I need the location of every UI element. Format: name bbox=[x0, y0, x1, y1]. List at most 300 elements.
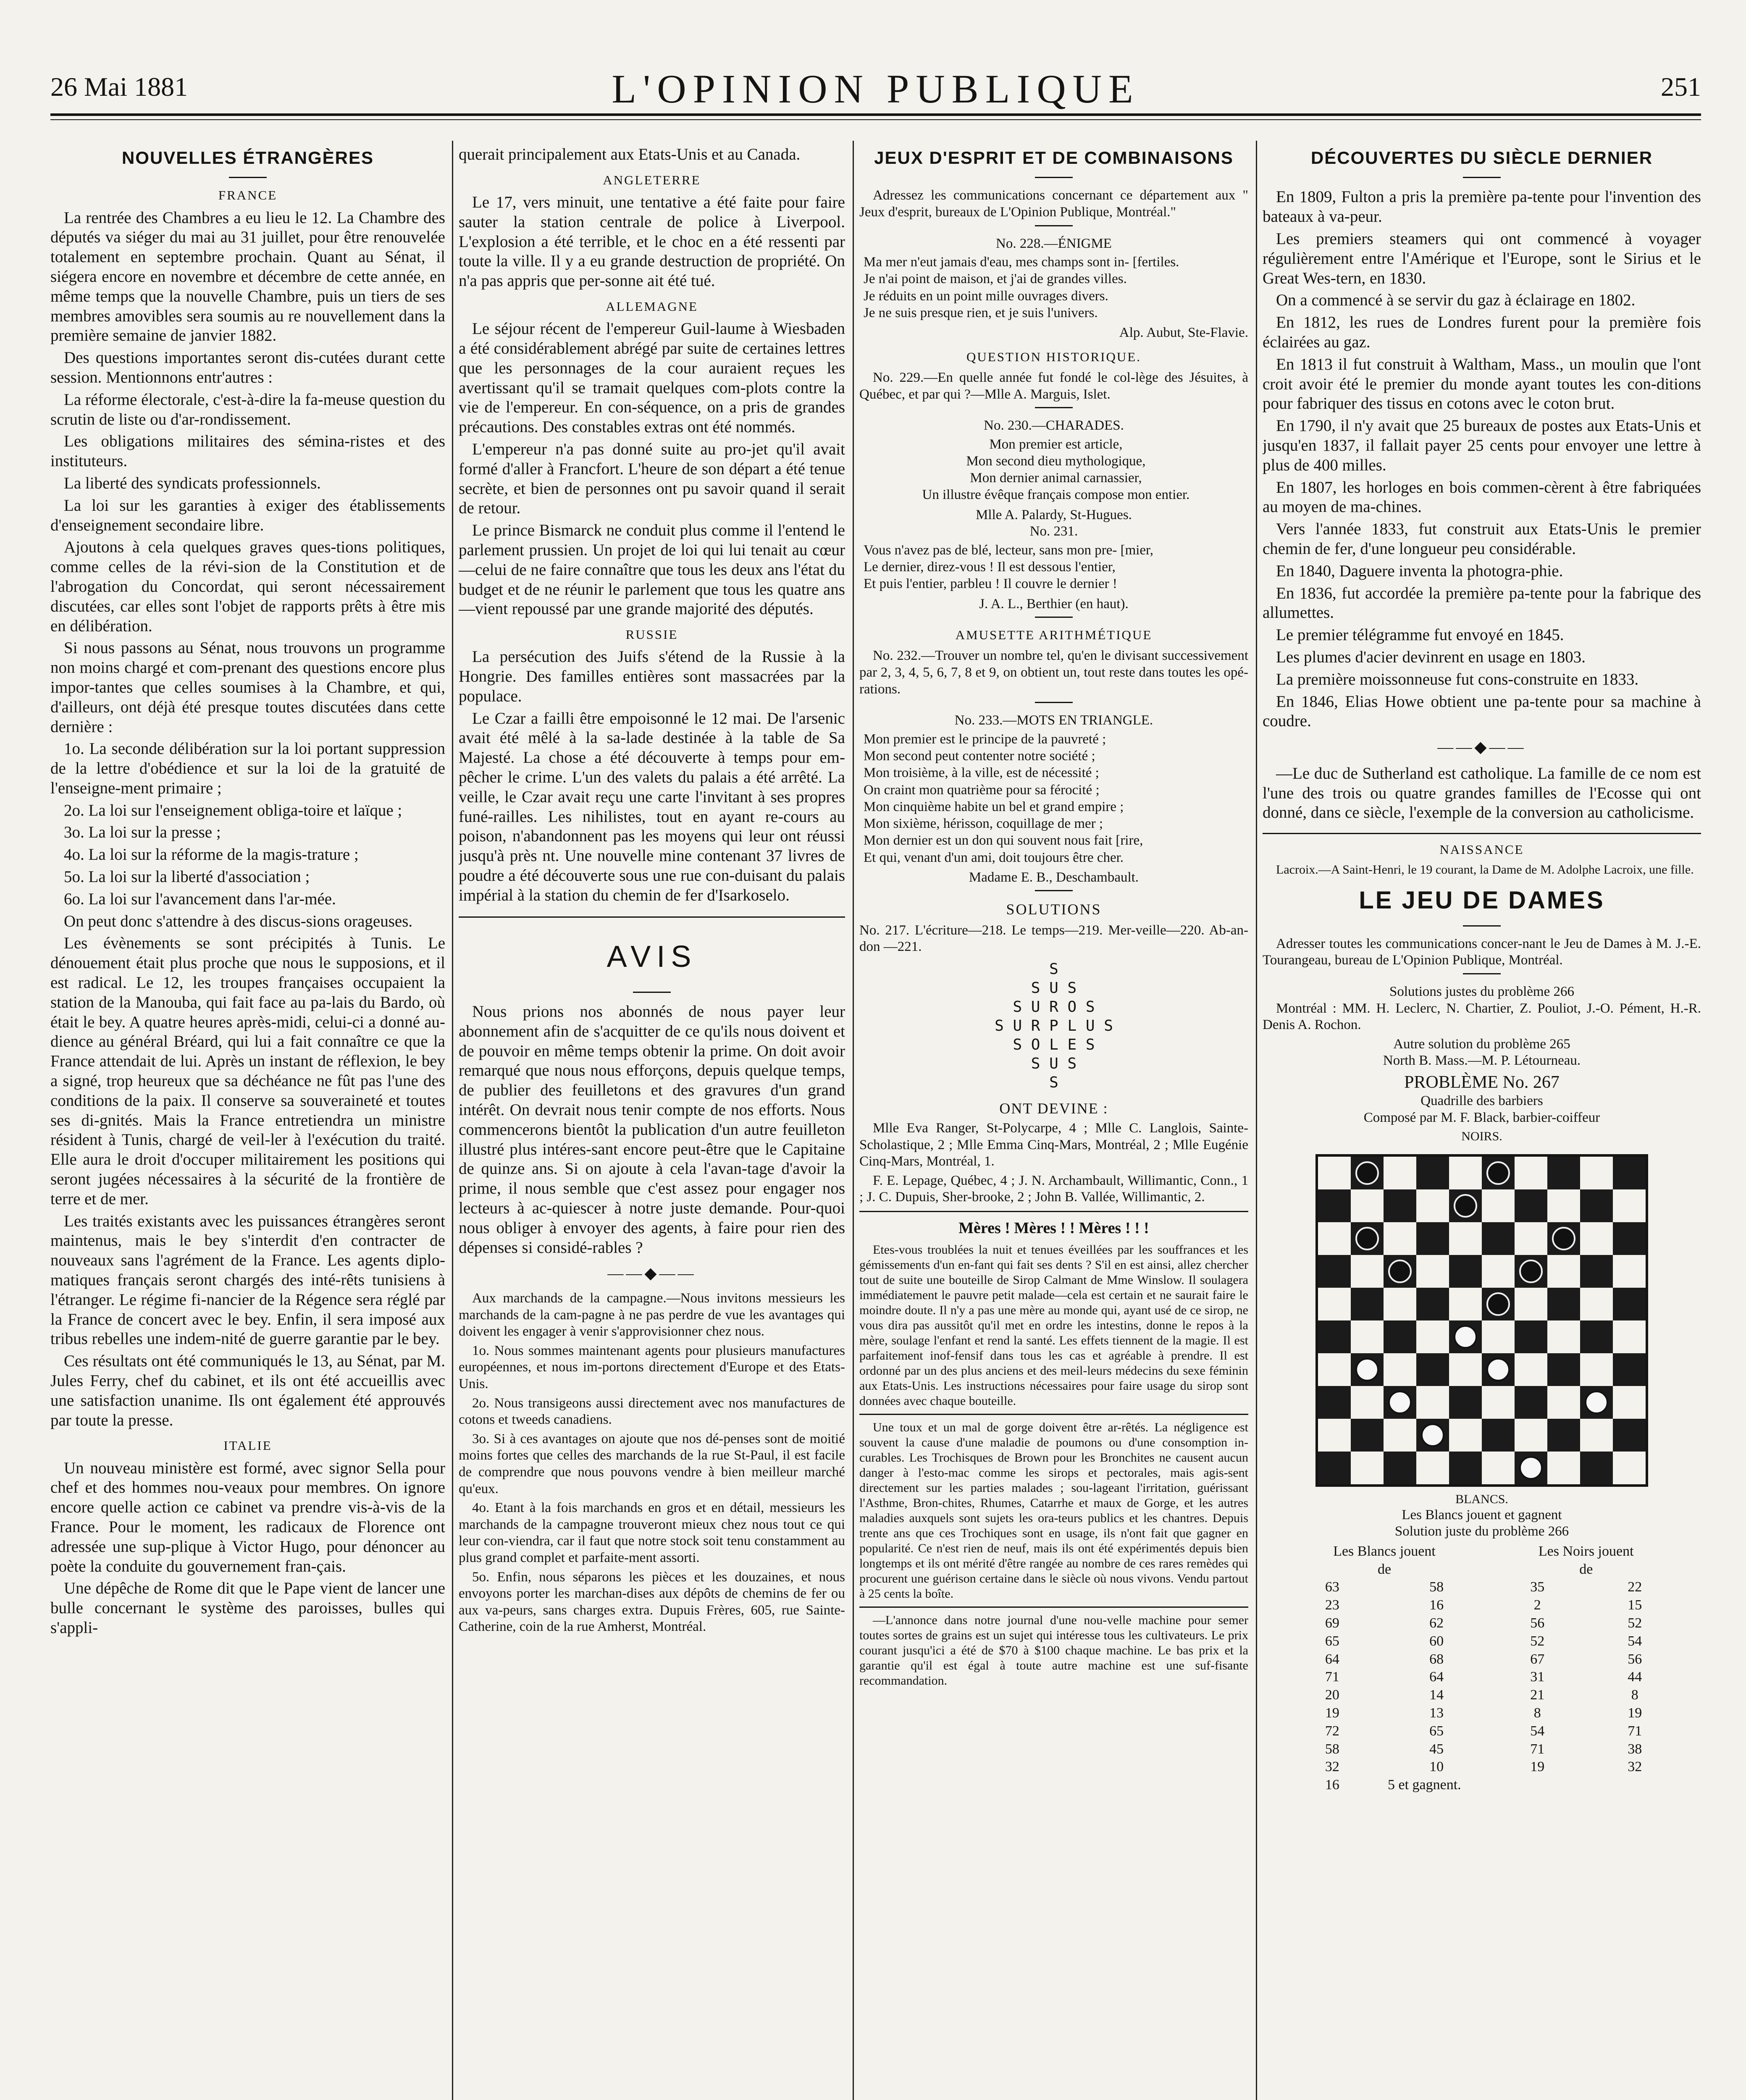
move-cell: 8 bbox=[1631, 1687, 1638, 1703]
board-square bbox=[1482, 1452, 1515, 1484]
board-square bbox=[1580, 1189, 1613, 1222]
triangle-verse bbox=[864, 731, 1248, 866]
paragraph: En 1813 il fut construit à Waltham, Mass., un moulin que l'ont croit avoir été le premier du monde ayant toutes les con-ditions pour fabriquer des tissus en cotons avec le coton brut. bbox=[1263, 355, 1701, 413]
column-header: Les Blancs jouent bbox=[1333, 1543, 1436, 1559]
board-square bbox=[1613, 1157, 1646, 1189]
paragraph: Nous prions nos abonnés de nous payer leur abonnement afin de s'acquitter de ce qu'ils nous doivent et de pouvoir en même temps obtenir la prime. On doit avoir remarqué que nous nous efforçons, depuis quelque temps, de publier des feuilletons et des gravures d'un grand intérêt. On devrait nous tenir compte de nos efforts. Nous commencerons bientôt la publication d'un autre feuilleton illustré plus intéres-sant encore peut-être que le Capitaine de quinze ans. Si on ajoute à cela l'avan-tage d'avoir la prime, il nous semble que c'est assez pour engager nos lecteurs à ac-quiescer à notre juste demande. Pour-quoi nous obliger à envoyer des agents, à faire pour rien des dépenses si considé-rables ? bbox=[459, 1003, 845, 1257]
board-square bbox=[1482, 1157, 1515, 1189]
verse-line: Mon premier est article, bbox=[989, 436, 1123, 452]
separator bbox=[1035, 407, 1073, 408]
column-divider bbox=[452, 141, 453, 2100]
verse-line: Je ne suis presque rien, et je suis l'univers. bbox=[864, 305, 1098, 320]
move-cell: 44 bbox=[1628, 1669, 1642, 1685]
paragraph: 3o. La loi sur la presse ; bbox=[64, 823, 221, 842]
move-cell: 64 bbox=[1325, 1651, 1339, 1667]
paragraph: 1o. La seconde délibération sur la loi portant suppression de la lettre d'obédience et sur la loi de la gratuité de l'enseigne-ment primaire ; bbox=[50, 740, 445, 797]
verse-line: Ma mer n'eut jamais d'eau, mes champs sont in- [fertiles. bbox=[864, 255, 1179, 270]
subsection-label: AMUSETTE ARITHMÉTIQUE bbox=[955, 627, 1153, 643]
move-cell: 32 bbox=[1628, 1759, 1642, 1775]
board-square bbox=[1580, 1353, 1613, 1386]
board-square bbox=[1482, 1189, 1515, 1222]
solutions-label: Solution juste du problème 266 bbox=[1394, 1524, 1569, 1539]
puzzle-author: Alp. Aubut, Ste-Flavie. bbox=[1119, 325, 1248, 341]
board-square bbox=[1449, 1157, 1482, 1189]
verse-line: Mon troisième, à la ville, est de nécessité ; bbox=[864, 765, 1099, 781]
paragraph: 5o. La loi sur la liberté d'association ; bbox=[64, 868, 310, 886]
board-square bbox=[1482, 1353, 1515, 1386]
paragraph: On a commencé à se servir du gaz à éclairage en 1802. bbox=[1276, 291, 1636, 310]
board-square bbox=[1449, 1452, 1482, 1484]
paragraph: La persécution des Juifs s'étend de la Russie à la Hongrie. Des familles entières sont massacrées par la populace. bbox=[459, 648, 845, 705]
move-cell: 71 bbox=[1628, 1723, 1642, 1739]
ad-title: Mères ! Mères ! ! Mères ! ! ! bbox=[958, 1219, 1149, 1237]
board-square bbox=[1318, 1222, 1351, 1255]
paragraph: Etes-vous troublées la nuit et tenues éveillées par les souffrances et les gémissements d'un en-fant qui fait ses dents ? S'il en est ainsi, allez chercher tout de suite une bouteille de Sirop Calmant de Mme Winslow. Il soulagera immédiatement le pauvre petit malade—cela est certain et ne saurait faire le moindre doute. Il n'y a pas une mère au monde qui, ayant usé de ce sirop, ne vous dira pas aussitôt qu'il met en ordre les intestins, donne le repos à la mère, soulage l'enfant et rend la santé. Les effets tiennent de la magie. Il est parfaitement inof-fensif dans tous les cas et agréable à prendre. Il est ordonné par un des plus anciens et des meil-leurs médecins du sexe féminin aux Etats-Unis. Les instructions nécessaires pour faire usage du sirop sont données avec chaque bouteille. bbox=[859, 1242, 1248, 1408]
verse-line: Le dernier, direz-vous ! Il est dessous l'entier, bbox=[864, 559, 1116, 575]
subsection-label: RUSSIE bbox=[625, 627, 678, 642]
move-cell: 54 bbox=[1628, 1633, 1642, 1649]
move-cell: 60 bbox=[1429, 1633, 1444, 1649]
paragraph: Si nous passons au Sénat, nous trouvons un programme non moins chargé et com-prenant des questions encore plus impor-tantes que celles soumises à la Chambre, et qui, d'ailleurs, ont déjà été presque toutes discutées dans cette dernière : bbox=[50, 639, 445, 736]
board-square bbox=[1351, 1157, 1384, 1189]
black-piece bbox=[1486, 1292, 1510, 1316]
board-square bbox=[1318, 1320, 1351, 1353]
board-square bbox=[1416, 1320, 1449, 1353]
paragraph: Montréal : MM. H. Leclerc, N. Chartier, Z. Pouliot, J.-O. Pément, H.-R. Denis A. Rochon. bbox=[1263, 1000, 1701, 1033]
move-cell: 63 bbox=[1325, 1579, 1339, 1595]
paragraph: 3o. Si à ces avantages on ajoute que nos dé-penses sont de moitié moins fortes que celles des marchands de la rue St-Paul, il est facile de comprendre que nous pouvons vendre à bien meilleur marché qu'eux. bbox=[459, 1431, 845, 1496]
move-cell: 2 bbox=[1533, 1597, 1541, 1613]
paragraph: La réforme électorale, c'est-à-dire la fa-meuse question du scrutin de liste ou d'ar-rondissement. bbox=[50, 390, 445, 428]
board-square bbox=[1547, 1157, 1580, 1189]
board-square bbox=[1449, 1320, 1482, 1353]
paragraph: 4o. Etant à la fois marchands en gros et en détail, messieurs les marchands de la campagne trouveront mieux chez nous tout ce qui leur con-viendra, car il faut que notre stock soit tenu constamment au plus grand complet et parfaite-ment assorti. bbox=[459, 1500, 845, 1565]
board-square bbox=[1318, 1452, 1351, 1484]
paragraph: Le prince Bismarck ne conduit plus comme il l'entend le parlement prussien. Un projet de loi qui lui tenait au cœur—celui de ne faire connaître que tous les deux ans l'état du budget et de ne réunir le parlement que tous les quatre ans—vient repoussé par une grande majorité des députés. bbox=[459, 521, 845, 618]
paragraph: Les obligations militaires des sémina-ristes et des instituteurs. bbox=[50, 432, 445, 470]
board-square bbox=[1613, 1255, 1646, 1288]
board-square bbox=[1580, 1386, 1613, 1419]
board-square bbox=[1613, 1320, 1646, 1353]
board-square bbox=[1515, 1353, 1547, 1386]
board-square bbox=[1449, 1222, 1482, 1255]
board-square bbox=[1384, 1189, 1416, 1222]
white-piece bbox=[1355, 1358, 1379, 1381]
board-square bbox=[1613, 1386, 1646, 1419]
column-divider bbox=[853, 141, 854, 2100]
paragraph: 4o. La loi sur la réforme de la magis-trature ; bbox=[64, 845, 359, 864]
board-square bbox=[1515, 1320, 1547, 1353]
column-divider bbox=[1256, 141, 1257, 2100]
paragraph: La loi sur les garanties à exiger des établissements d'enseignement secondaire libre. bbox=[50, 496, 445, 534]
paragraph: La rentrée des Chambres a eu lieu le 12. La Chambre des députés va siéger du mai au 31 juillet, pour être renouvelée totalement en septembre prochain. Quant au Sénat, il siégera encore en novembre et décembre de cette année, en même temps que la nouvelle Chambre, puis un tiers de ses membres amovibles sera soumis au re nouvellement dans la première semaine de janvier 1882. bbox=[50, 208, 445, 345]
move-cell: 71 bbox=[1530, 1741, 1545, 1757]
intro-note: Adressez les communications concernant ce département aux " Jeux d'esprit, bureaux de L'Opinion Publique, Montréal." bbox=[859, 188, 1248, 220]
board-square bbox=[1384, 1157, 1416, 1189]
paragraph: 6o. La loi sur l'avancement dans l'ar-mée. bbox=[64, 890, 336, 908]
puzzle-author: Madame E. B., Deschambault. bbox=[969, 869, 1139, 885]
move-row bbox=[1280, 1578, 1683, 1596]
paragraph: En 1840, Daguere inventa la photogra-phie. bbox=[1276, 562, 1563, 580]
paragraph: 2o. La loi sur l'enseignement obliga-toire et laïque ; bbox=[64, 801, 402, 819]
move-row bbox=[1280, 1633, 1683, 1651]
move-row bbox=[1280, 1596, 1683, 1614]
move-row bbox=[1280, 1758, 1683, 1776]
move-cell: 13 bbox=[1429, 1705, 1444, 1721]
move-cell: 19 bbox=[1628, 1705, 1642, 1721]
board-square bbox=[1613, 1353, 1646, 1386]
black-piece bbox=[1552, 1227, 1575, 1250]
board-square bbox=[1318, 1288, 1351, 1320]
paragraph: North B. Mass.—M. P. Létourneau. bbox=[1383, 1053, 1581, 1068]
board-square bbox=[1351, 1452, 1384, 1484]
verse-line: Je réduits en un point mille ouvrages divers. bbox=[864, 288, 1108, 304]
move-cell: 35 bbox=[1530, 1579, 1545, 1595]
board-square bbox=[1318, 1386, 1351, 1419]
paragraph: querait principalement aux Etats-Unis et au Canada. bbox=[459, 145, 801, 163]
paragraph: 1o. Nous sommes maintenant agents pour plusieurs manufactures européennes, et nous im-portons directement d'Europe et des Etats-Unis. bbox=[459, 1343, 845, 1391]
paragraph: Une dépêche de Rome dit que le Pape vient de lancer une bulle concernant le système des paroisses, bulles qui s'appli- bbox=[50, 1579, 445, 1637]
board-square bbox=[1515, 1222, 1547, 1255]
board-square bbox=[1416, 1222, 1449, 1255]
page-number: 251 bbox=[1661, 72, 1701, 102]
separator bbox=[1035, 890, 1073, 891]
black-piece bbox=[1519, 1260, 1543, 1283]
paragraph: En 1807, les horloges en bois commen-cèrent à être fabriquées au moyen de ma-chines. bbox=[1263, 478, 1701, 516]
board-square bbox=[1449, 1255, 1482, 1288]
blancs-label: BLANCS. bbox=[1455, 1492, 1508, 1506]
paragraph: F. E. Lepage, Québec, 4 ; J. N. Archambault, Willimantic, Conn., 1 ; J. C. Dupuis, Sher-brooke, 2 ; John B. Vallée, Willimantic, 2. bbox=[859, 1173, 1248, 1205]
paragraph: Ajoutons à cela quelques graves ques-tions politiques, comme celles de la révi-sion de la Constitution et de l'abrogation du Concordat, qui seront nécessairement discutées, car elles sont l'objet de rapports prêts à être mis en délibération. bbox=[50, 538, 445, 635]
board-square bbox=[1482, 1255, 1515, 1288]
board-square bbox=[1351, 1353, 1384, 1386]
board-square bbox=[1384, 1255, 1416, 1288]
separator bbox=[633, 992, 671, 993]
move-cell: 23 bbox=[1325, 1597, 1339, 1613]
board-square bbox=[1613, 1288, 1646, 1320]
board-square bbox=[1515, 1386, 1547, 1419]
paragraph: En 1790, il n'y avait que 25 bureaux de postes aux Etats-Unis et jusqu'en 1837, il fallait payer 25 cents pour envoyer une lettre à plus de 400 milles. bbox=[1263, 417, 1701, 474]
move-cell: 19 bbox=[1530, 1759, 1545, 1775]
move-cell: 8 bbox=[1533, 1705, 1541, 1721]
board-square bbox=[1515, 1288, 1547, 1320]
move-cell: 67 bbox=[1530, 1651, 1545, 1667]
noirs-label: NOIRS. bbox=[1461, 1129, 1502, 1143]
move-row bbox=[1280, 1614, 1683, 1633]
board-square bbox=[1318, 1189, 1351, 1222]
separator bbox=[1035, 702, 1073, 703]
board-square bbox=[1580, 1222, 1613, 1255]
france-article bbox=[50, 208, 445, 1431]
board-square bbox=[1416, 1419, 1449, 1452]
paragraph: Une toux et un mal de gorge doivent être ar-rêtés. La négligence est souvent la cause d'une maladie de poumons ou d'une consomption in-curables. Les Trochisques de Brown pour les Bronchites ne causent aucun danger à l'esto-mac comme les sirops et pectorales, mais agis-sent directement sur les parties malades ; sou-lageant l'irritation, guérissant l'Asthme, Bron-chites, Rhumes, Catarrhe et maux de Gorge, et les autres maladies auxquels sont sujets les ora-teurs publics et les chantres. Depuis trente ans que ces Trochiques sont en usage, ils n'ont fait que gagner en popularité. Ce n'est rien de neuf, mais ils ont été expérimentés depuis bien longtemps et ils ont mérité d'être rangée au nombre de ces rares remèdes qui procurent une guérison certaine dans le siècle où nous vivons. Vendu partout à 25 cents la boîte. bbox=[859, 1420, 1248, 1601]
board-square bbox=[1384, 1353, 1416, 1386]
paragraph: Ces résultats ont été communiqués le 13, au Sénat, par M. Jules Ferry, chef du cabinet, et ils ont été accueillis avec une satisfaction unanime. Ils ont également été approuvés par toute la presse. bbox=[50, 1352, 445, 1429]
header-rule-thick bbox=[50, 113, 1701, 116]
move-cell: 52 bbox=[1530, 1633, 1545, 1649]
white-piece bbox=[1454, 1325, 1477, 1349]
board-square bbox=[1416, 1452, 1449, 1484]
board-square bbox=[1449, 1288, 1482, 1320]
paragraph: No. 217. L'écriture—218. Le temps—219. Mer-veille—220. Ab-an-don —221. bbox=[859, 922, 1248, 955]
move-cell: 31 bbox=[1530, 1669, 1545, 1685]
column-4 bbox=[1263, 145, 1701, 2100]
board-square bbox=[1482, 1419, 1515, 1452]
paragraph: Le 17, vers minuit, une tentative a été faite pour faire sauter la station centrale de police à Liverpool. L'explosion a été terrible, et le choc en a été ressenti par toute la ville. Il y a eu grande destruction de propriété. On n'a pas appris que per-sonne ait été tué. bbox=[459, 193, 845, 290]
board-square bbox=[1515, 1255, 1547, 1288]
move-cell: 32 bbox=[1325, 1759, 1339, 1775]
board-square bbox=[1416, 1288, 1449, 1320]
board-square bbox=[1547, 1452, 1580, 1484]
board-square bbox=[1580, 1452, 1613, 1484]
column-header: Les Noirs jouent bbox=[1538, 1543, 1634, 1559]
moves-table bbox=[1280, 1543, 1683, 1794]
newspaper-title: L'OPINION PUBLIQUE bbox=[612, 66, 1140, 111]
subsection-label: ALLEMAGNE bbox=[606, 299, 698, 314]
board-square bbox=[1351, 1255, 1384, 1288]
puzzle-title: No. 228.—ÉNIGME bbox=[996, 236, 1112, 251]
charade-verse bbox=[864, 542, 1248, 593]
move-cell: 16 bbox=[1325, 1777, 1339, 1793]
paragraph: No. 229.—En quelle année fut fondé le col-lège des Jésuites, à Québec, et par qui ?—Mlle A. Marguis, Islet. bbox=[859, 370, 1248, 402]
move-cell: 14 bbox=[1429, 1687, 1444, 1703]
page-header bbox=[50, 63, 1701, 109]
puzzle-title: No. 233.—MOTS EN TRIANGLE. bbox=[954, 713, 1153, 728]
paragraph: 2o. Nous transigeons aussi directement avec nos manufactures de cotons et tweeds canadiens. bbox=[459, 1395, 845, 1428]
board-square bbox=[1318, 1255, 1351, 1288]
board-square bbox=[1613, 1189, 1646, 1222]
white-piece bbox=[1421, 1423, 1444, 1447]
checkers-board bbox=[1315, 1154, 1648, 1487]
move-cell: 16 bbox=[1429, 1597, 1444, 1613]
subsection-label: NAISSANCE bbox=[1439, 842, 1524, 857]
paragraph: Le séjour récent de l'empereur Guil-laume à Wiesbaden a été considérablement abrégé par suite de certaines lettres que les personnages de la cour auraient reçues les avertissant qu'il se tramait quelques com-plots contre la vie de l'empereur. En con-séquence, on a pris de grandes précautions. Des constables extras ont été nommés. bbox=[459, 320, 845, 436]
board-square bbox=[1580, 1157, 1613, 1189]
paragraph: —L'annonce dans notre journal d'une nou-velle machine pour semer toutes sortes de grains est un sujet qui intéresse tous les cultivateurs. Le prix courant jusqu'ici a été de $70 à $100 chaque machine. Le bas prix et la garantie qu'il est égal à toute autre machine est une suf-fisante recommandation. bbox=[859, 1613, 1248, 1688]
board-square bbox=[1351, 1222, 1384, 1255]
devine-label: ONT DEVINE : bbox=[999, 1100, 1108, 1117]
white-piece bbox=[1486, 1358, 1510, 1381]
verse-line: Mon dernier animal carnassier, bbox=[970, 470, 1142, 486]
subsection-label: ANGLETERRE bbox=[603, 172, 701, 187]
move-cell: 21 bbox=[1530, 1687, 1545, 1703]
column-subheader: de bbox=[1579, 1561, 1593, 1577]
word-triangle-grid: S S U S S U R O S S U R P L U S S O L E S S U S S bbox=[995, 960, 1113, 1091]
separator-rule bbox=[459, 916, 845, 918]
verse-line: Mon second peut contenter notre société ; bbox=[864, 748, 1095, 764]
board-square bbox=[1351, 1419, 1384, 1452]
verse-line: Mon premier est le principe de la pauvreté ; bbox=[864, 731, 1106, 747]
column-subheader: de bbox=[1377, 1561, 1392, 1577]
move-cell: 5 et gagnent. bbox=[1388, 1777, 1461, 1793]
move-cell: 71 bbox=[1325, 1669, 1339, 1685]
column-3 bbox=[859, 145, 1248, 2100]
paragraph: En 1812, les rues de Londres furent pour la première fois éclairées au gaz. bbox=[1263, 313, 1701, 351]
board-square bbox=[1416, 1189, 1449, 1222]
board-square bbox=[1416, 1255, 1449, 1288]
board-square bbox=[1449, 1353, 1482, 1386]
move-row bbox=[1280, 1704, 1683, 1722]
move-row bbox=[1280, 1740, 1683, 1759]
move-cell: 65 bbox=[1429, 1723, 1444, 1739]
enigme-verse bbox=[864, 254, 1248, 321]
board-square bbox=[1384, 1288, 1416, 1320]
board-square bbox=[1547, 1353, 1580, 1386]
move-row bbox=[1280, 1722, 1683, 1740]
section-heading: NOUVELLES ÉTRANGÈRES bbox=[121, 148, 374, 168]
verse-line: On craint mon quatrième pour sa férocité ; bbox=[864, 782, 1100, 798]
board-square bbox=[1580, 1419, 1613, 1452]
board-square bbox=[1613, 1452, 1646, 1484]
board-square bbox=[1351, 1320, 1384, 1353]
move-cell: 65 bbox=[1325, 1633, 1339, 1649]
board-square bbox=[1416, 1157, 1449, 1189]
board-square bbox=[1384, 1386, 1416, 1419]
move-cell: 72 bbox=[1325, 1723, 1339, 1739]
paragraph: Adresser toutes les communications concer-nant le Jeu de Dames à M. J.-E. Tourangeau, bureau de L'Opinion Publique, Montréal. bbox=[1263, 936, 1701, 968]
puzzle-author: Mlle A. Palardy, St-Hugues. bbox=[976, 507, 1132, 522]
move-row bbox=[1280, 1651, 1683, 1669]
black-piece bbox=[1388, 1260, 1412, 1283]
move-cell: 38 bbox=[1628, 1741, 1642, 1757]
paragraph: En 1836, fut accordée la première pa-tente pour la fabrique des allumettes. bbox=[1263, 584, 1701, 622]
verse-line: Vous n'avez pas de blé, lecteur, sans mon pre- [mier, bbox=[864, 542, 1153, 558]
board-square bbox=[1482, 1386, 1515, 1419]
paragraph: La liberté des syndicats professionnels. bbox=[64, 474, 321, 492]
board-square bbox=[1351, 1189, 1384, 1222]
board-square bbox=[1416, 1386, 1449, 1419]
problem-instruction: Les Blancs jouent et gagnent bbox=[1402, 1507, 1562, 1522]
charade-verse bbox=[864, 436, 1248, 504]
board-square bbox=[1384, 1452, 1416, 1484]
column-1 bbox=[50, 145, 445, 2100]
ornament-divider: ——◆—— bbox=[1437, 738, 1526, 756]
board-square bbox=[1613, 1222, 1646, 1255]
board-square bbox=[1351, 1288, 1384, 1320]
paragraph: Lacroix.—A Saint-Henri, le 19 courant, la Dame de M. Adolphe Lacroix, une fille. bbox=[1276, 863, 1694, 877]
separator bbox=[1463, 973, 1501, 974]
paragraph: Des questions importantes seront dis-cutées durant cette session. Mentionnons entr'autres : bbox=[50, 349, 445, 386]
paragraph: Les évènements se sont précipités à Tunis. Le dénouement était plus proche que nous le supposions, et il est radical. Le 12, les troupes françaises occupaient la station de la Manouba, qui fait face au pa-lais du Bardo, où était le bey. A quatre heures après-midi, celui-ci a donné au-dience au général Bréard, qui lui a fait connaître ce que la France attendait de lui. Après un instant de réflexion, le bey a signé, trop heureux que sa déchéance ne fût pas l'une des conditions de la paix. Il conserve sa souveraineté et toutes ses di-gnités. Mais la France entretiendra un ministre résident à Tunis, chargé de veil-ler à l'exécution du traité. Elle aura le droit d'occuper militairement les positions qui seront jugées nécessaires à la sécurité de la frontière de terre et de mer. bbox=[50, 934, 445, 1208]
issue-date: 26 Mai 1881 bbox=[50, 72, 188, 102]
board-square bbox=[1515, 1189, 1547, 1222]
move-row bbox=[1280, 1668, 1683, 1686]
move-cell: 64 bbox=[1429, 1669, 1444, 1685]
board-square bbox=[1449, 1386, 1482, 1419]
subsection-label: FRANCE bbox=[218, 188, 278, 203]
board-square bbox=[1613, 1419, 1646, 1452]
puzzle-title: No. 231. bbox=[1029, 524, 1078, 539]
avis-title: AVIS bbox=[607, 940, 697, 974]
move-cell: 58 bbox=[1429, 1579, 1444, 1595]
board-square bbox=[1318, 1157, 1351, 1189]
paragraph: No. 232.—Trouver un nombre tel, qu'en le divisant successivement par 2, 3, 4, 5, 6, 7, 8 et 9, on obtient un, tout reste dans toutes les opé-rations. bbox=[859, 648, 1248, 697]
separator bbox=[1035, 225, 1073, 226]
board-square bbox=[1547, 1320, 1580, 1353]
paragraph: Les traités existants avec les puissances étrangères seront maintenus, mais le bey s'interdit d'en contracter de nouveaux sans l'agrément de la France. Les agents diplo-matiques français seront chargés des inté-rêts tunisiens à l'étranger. Le régime fi-nancier de la Régence sera réglé par la France de concert avec le bey. Enfin, il sera imposé aux tribus rebelles une indem-nité de guerre garantie par le bey. bbox=[50, 1212, 445, 1348]
white-piece bbox=[1388, 1391, 1412, 1414]
verse-line: Je n'ai point de maison, et j'ai de grandes villes. bbox=[864, 271, 1127, 287]
move-cell: 10 bbox=[1429, 1759, 1444, 1775]
verse-line: Mon dernier est un don qui souvent nous fait [rire, bbox=[864, 833, 1143, 848]
paragraph: Les plumes d'acier devinrent en usage en 1803. bbox=[1276, 648, 1586, 666]
paragraph: Un nouveau ministère est formé, avec signor Sella pour chef et des hommes nou-veaux pour membres. On ignore encore quelle action ce cabinet va prendre vis-à-vis de la France. Pour le moment, les radicaux de Florence ont adressée une sup-plique à Victor Hugo, pour dénoncer au poète la conduite du gouvernement fran-çais. bbox=[50, 1459, 445, 1575]
verse-line: Un illustre évêque français compose mon entier. bbox=[922, 487, 1190, 503]
board-square bbox=[1482, 1222, 1515, 1255]
paragraph: En 1809, Fulton a pris la première pa-tente pour l'invention des bateaux à va-peur. bbox=[1263, 188, 1701, 226]
section-heading: DÉCOUVERTES DU SIÈCLE DERNIER bbox=[1310, 148, 1653, 168]
board-square bbox=[1449, 1189, 1482, 1222]
board-square bbox=[1515, 1419, 1547, 1452]
paragraph: Le premier télégramme fut envoyé en 1845. bbox=[1276, 626, 1564, 644]
move-cell: 22 bbox=[1628, 1579, 1642, 1595]
verse-line: Et puis l'entier, parbleu ! Il couvre le dernier ! bbox=[864, 576, 1117, 592]
paragraph: L'empereur n'a pas donné suite au pro-jet qu'il avait formé d'aller à Francfort. L'heure de son départ a été tenue secrète, et bien de personnes ont pu savoir quand il serait de retour. bbox=[459, 440, 845, 517]
board-square bbox=[1547, 1419, 1580, 1452]
verse-line: Et qui, venant d'un ami, doit toujours être cher. bbox=[864, 850, 1124, 865]
move-cell: 68 bbox=[1429, 1651, 1444, 1667]
move-cell: 56 bbox=[1628, 1651, 1642, 1667]
move-cell: 58 bbox=[1325, 1741, 1339, 1757]
black-piece bbox=[1355, 1227, 1379, 1250]
separator bbox=[1035, 617, 1073, 618]
problem-author: Composé par M. F. Black, barbier-coiffeur bbox=[1363, 1110, 1600, 1126]
move-row bbox=[1280, 1686, 1683, 1704]
board-square bbox=[1547, 1386, 1580, 1419]
black-piece bbox=[1355, 1161, 1379, 1185]
problem-subtitle: Quadrille des barbiers bbox=[1420, 1093, 1543, 1109]
paragraph: Mlle Eva Ranger, St-Polycarpe, 4 ; Mlle C. Langlois, Sainte-Scholastique, 2 ; Mlle Emma Cinq-Mars, Montréal, 2 ; Mlle Eugénie Cinq-Mars, Montréal, 1. bbox=[859, 1120, 1248, 1169]
solutions-label: SOLUTIONS bbox=[1006, 901, 1102, 918]
subsection-label: QUESTION HISTORIQUE. bbox=[966, 349, 1141, 364]
board-square bbox=[1515, 1452, 1547, 1484]
separator bbox=[1035, 177, 1073, 178]
move-cell: 62 bbox=[1429, 1615, 1444, 1631]
subsection-label: ITALIE bbox=[223, 1438, 272, 1453]
move-cell: 52 bbox=[1628, 1615, 1642, 1631]
board-square bbox=[1384, 1222, 1416, 1255]
board-square bbox=[1416, 1353, 1449, 1386]
board-square bbox=[1547, 1189, 1580, 1222]
paragraph: On peut donc s'attendre à des discus-sions orageuses. bbox=[64, 912, 413, 930]
separator bbox=[1463, 925, 1501, 927]
move-cell: 69 bbox=[1325, 1615, 1339, 1631]
section-heading: JEUX D'ESPRIT ET DE COMBINAISONS bbox=[874, 148, 1234, 168]
paragraph: Le Czar a failli être empoisonné le 12 mai. De l'arsenic avait été mêlé à la sa-lade destinée à la table de Sa Majesté. La chose a été découverte à temps pour em-pêcher le crime. L'un des valets du palais a été arrêté. La veille, le Czar avait reçu une carte l'invitant à ses propres funé-railles. Les nihilistes, tout en ayant re-cours au poison, n'abandonnent pas les moyens qui leur ont réussi jusqu'à près nt. Une nouvelle mine contenant 37 livres de poudre a été découverte sous une rue con-duisant du palais impérial à la station du chemin de fer d'Isarkoselo. bbox=[459, 709, 845, 904]
board-square bbox=[1482, 1320, 1515, 1353]
board-square bbox=[1547, 1255, 1580, 1288]
black-piece bbox=[1486, 1161, 1510, 1185]
column-2 bbox=[459, 145, 845, 2100]
board-square bbox=[1351, 1386, 1384, 1419]
paragraph: Les premiers steamers qui ont commencé à voyager régulièrement entre l'Amérique et l'Europe, sont le Sirius et le Great Wes-tern, en 1830. bbox=[1263, 229, 1701, 287]
paragraph: Vers l'année 1833, fut construit aux Etats-Unis le premier chemin de fer, d'une longueur peu considérable. bbox=[1263, 520, 1701, 558]
puzzle-title: No. 230.—CHARADES. bbox=[984, 418, 1124, 433]
white-piece bbox=[1519, 1456, 1543, 1480]
paragraph: 5o. Enfin, nous séparons les pièces et les douzaines, et nous envoyons porter les marchan-dises aux dépôts de chemins de fer ou aux va-peurs, sans charges extra. Dupuis Frères, 605, rue Sainte-Catherine, coin de la rue Amherst, Montréal. bbox=[459, 1569, 845, 1635]
verse-line: Mon cinquième habite un bel et grand empire ; bbox=[864, 799, 1124, 814]
board-square bbox=[1515, 1157, 1547, 1189]
verse-line: Mon second dieu mythologique, bbox=[966, 453, 1146, 469]
board-square bbox=[1547, 1288, 1580, 1320]
paragraph: —Le duc de Sutherland est catholique. La famille de ce nom est l'une des trois ou quatre grandes familles de l'Ecosse qui ont donné, dans ce siècle, l'exemple de la conversion au catholicisme. bbox=[1263, 764, 1701, 822]
board-square bbox=[1384, 1320, 1416, 1353]
move-cell: 56 bbox=[1530, 1615, 1545, 1631]
ornament-divider: ——◆—— bbox=[607, 1265, 696, 1283]
board-square bbox=[1580, 1320, 1613, 1353]
solutions-label: Autre solution du problème 265 bbox=[1393, 1036, 1570, 1052]
verse-line: Mon sixième, hérisson, coquillage de mer ; bbox=[864, 816, 1103, 832]
